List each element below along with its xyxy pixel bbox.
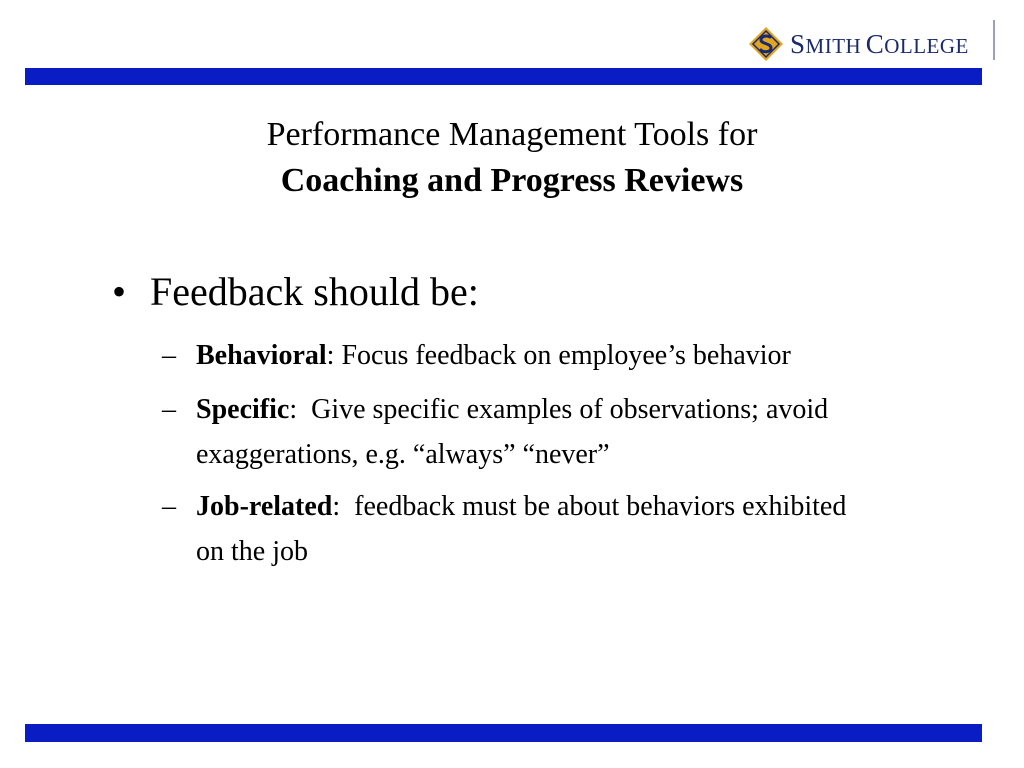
sub-bullet-text: feedback must be about behaviors exhibited on the job <box>196 491 854 567</box>
sub-bullet-marker: – <box>162 340 176 371</box>
college-seal-icon <box>748 26 784 62</box>
sub-bullet-text: Focus feedback on employee’s behavior <box>334 340 791 371</box>
smith-college-logo <box>748 22 969 66</box>
slide-title <box>0 112 1024 204</box>
sub-bullet-marker: – <box>162 394 176 425</box>
logo-divider <box>993 20 995 60</box>
bullet-marker: • <box>112 269 127 314</box>
sub-bullet-behavioral <box>162 333 962 378</box>
sub-bullet-separator: : <box>326 340 335 371</box>
bullet-text: Feedback should be: <box>150 269 479 314</box>
sub-bullet-specific <box>162 387 962 477</box>
top-accent-band <box>25 68 982 85</box>
title-line-1: Performance Management Tools for <box>266 116 758 153</box>
bottom-accent-band <box>25 724 982 742</box>
sub-bullet-term: Job-related <box>196 491 333 522</box>
sub-bullet-text: Give specific examples of observations; avoid exaggerations, e.g. “always” “never” <box>196 394 836 470</box>
sub-bullet-marker: – <box>162 491 176 522</box>
sub-bullet-job-related <box>162 484 962 574</box>
logo-wordmark: SMITH COLLEGE <box>790 28 969 59</box>
bullet-item <box>112 266 479 318</box>
sub-bullet-term: Behavioral <box>196 340 327 371</box>
sub-bullet-separator: : <box>289 394 298 425</box>
sub-bullet-separator: : <box>332 491 341 522</box>
title-line-2: Coaching and Progress Reviews <box>280 162 744 199</box>
sub-bullet-term: Specific <box>196 394 290 425</box>
